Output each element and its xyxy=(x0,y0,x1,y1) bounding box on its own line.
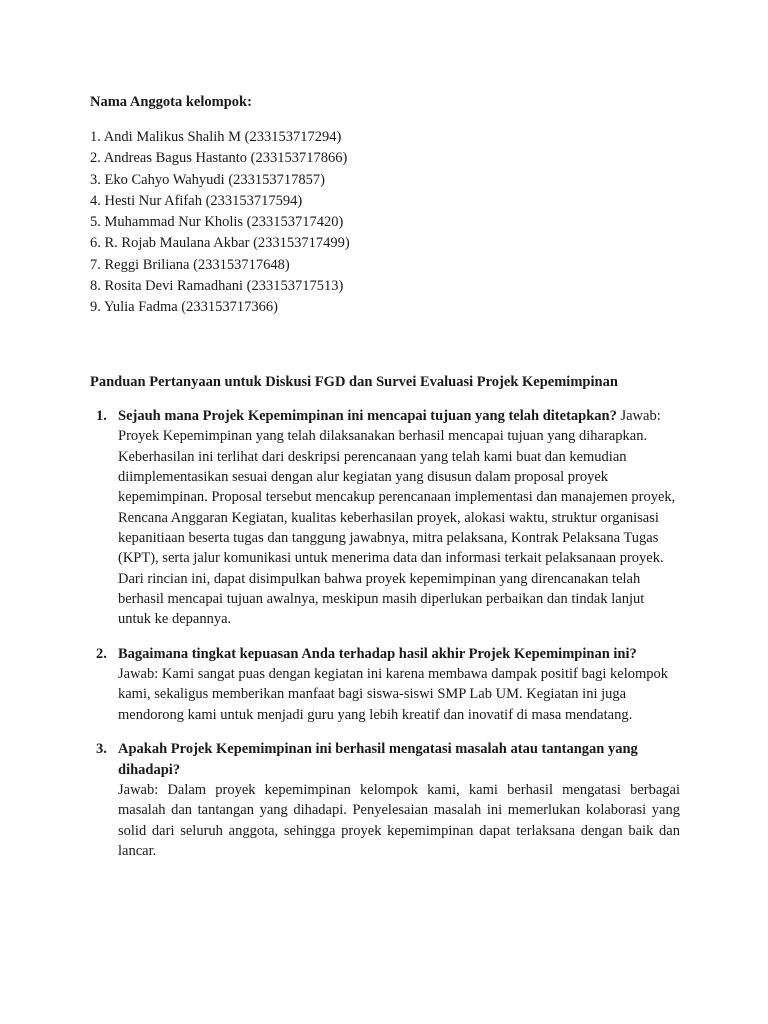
answer-text: Dalam proyek kepemimpinan kelompok kami, kami berhasil mengatasi berbagai masalah dan tantangan yang dihadapi. Penyelesaian masalah ini memerlukan kolaborasi yang solid dari seluruh anggota, sehingga proyek kepemimpinan dapat terlaksana dengan baik dan lancar. xyxy=(118,781,681,859)
guide-title: Panduan Pertanyaan untuk Diskusi FGD dan Survei Evaluasi Projek Kepemimpinan xyxy=(90,374,618,390)
member-item: 2. Andreas Bagus Hastanto (233153717866) xyxy=(90,150,348,167)
members-heading: Nama Anggota kelompok: xyxy=(90,94,252,110)
question-number: 1. xyxy=(96,408,107,424)
question-text: Bagaimana tingkat kepuasan Anda terhadap hasil akhir Projek Kepemimpinan ini? xyxy=(118,645,637,662)
question-number: 2. xyxy=(96,645,107,662)
member-item: 8. Rosita Devi Ramadhani (233153717513) xyxy=(90,278,344,295)
question-text: Apakah Projek Kepemimpinan ini berhasil mengatasi masalah atau tantangan yang dihadapi? xyxy=(118,741,638,778)
question-item-3 xyxy=(96,739,680,861)
question-item-1 xyxy=(96,406,680,630)
question-number: 3. xyxy=(96,741,107,758)
question-list xyxy=(96,406,680,861)
member-item: 5. Muhammad Nur Kholis (233153717420) xyxy=(90,214,344,231)
members-list xyxy=(90,127,350,319)
answer-label: Jawab: xyxy=(118,781,168,798)
question-text: Sejauh mana Projek Kepemimpinan ini mencapai tujuan yang telah ditetapkan? xyxy=(118,408,621,424)
member-item: 4. Hesti Nur Afifah (233153717594) xyxy=(90,192,303,209)
member-item: 3. Eko Cahyo Wahyudi (233153717857) xyxy=(90,171,325,188)
member-item: 7. Reggi Briliana (233153717648) xyxy=(90,256,290,273)
answer-text: Proyek Kepemimpinan yang telah dilaksanakan berhasil mencapai tujuan yang diharapkan. Keberhasilan ini terlihat dari deskripsi perencanaan yang telah kami buat dan kemudian diimplementasikan sesuai dengan alur kegiatan yang disusun dalam proposal proyek kepemimpinan. Proposal tersebut mencakup perencanaan implementasi dan manajemen proyek, Rencana Anggaran Kegiatan, kualitas keberhasilan proyek, alokasi waktu, struktur organisasi kepanitiaan beserta tugas dan tanggung jawabnya, mitra pelaksana, Kontrak Pelaksana Tugas (KPT), serta jalur komunikasi untuk menerima data dan informasi terkait pelaksanaan proyek. Dari rincian ini, dapat disimpulkan bahwa proyek kepemimpinan yang direncanakan telah berhasil mencapai tujuan awalnya, meskipun masih diperlukan perbaikan dan tindak lanjut untuk ke depannya. xyxy=(118,428,676,628)
member-item: 9. Yulia Fadma (233153717366) xyxy=(90,299,278,316)
answer-text: Kami sangat puas dengan kegiatan ini karena membawa dampak positif bagi kelompok kami, sekaligus memberikan manfaat bagi siswa-siswi SMP Lab UM. Kegiatan ini juga mendorong kami untuk menjadi guru yang lebih kreatif dan inovatif di masa mendatang. xyxy=(118,666,669,723)
member-item: 1. Andi Malikus Shalih M (233153717294) xyxy=(90,129,342,145)
answer-label: Jawab: xyxy=(118,666,162,683)
question-item-2 xyxy=(96,644,680,725)
member-item: 6. R. Rojab Maulana Akbar (233153717499) xyxy=(90,235,350,252)
answer-label: Jawab: xyxy=(620,408,661,424)
